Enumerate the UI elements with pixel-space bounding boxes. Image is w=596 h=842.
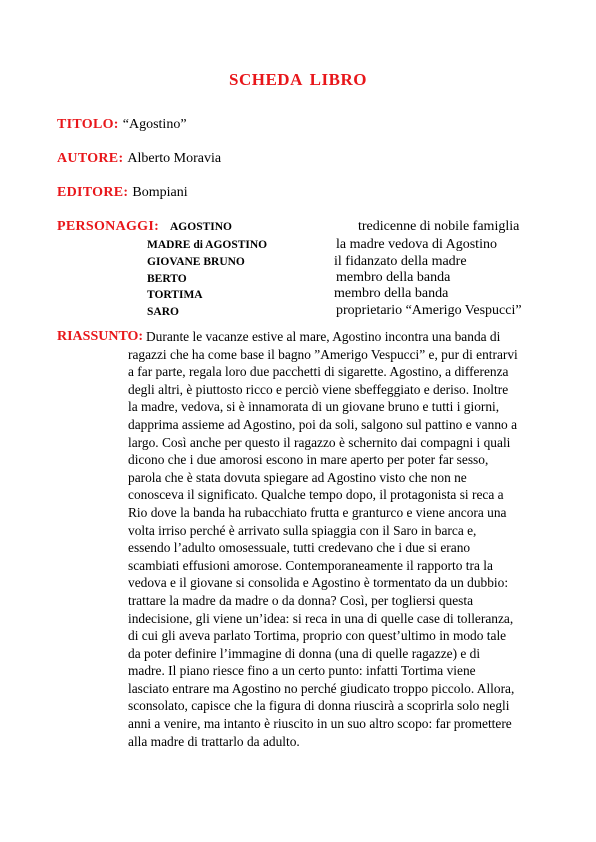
riassunto-label: RIASSUNTO:: [57, 329, 144, 344]
summary-line: Rio dove la banda ha rubacchiato frutta e granturco e viene ancora una: [128, 504, 507, 520]
summary-line: trattare la madre da madre o da donna? Così, per togliersi questa: [128, 592, 474, 608]
character-desc: tredicenne di nobile famiglia: [358, 219, 520, 234]
titolo-field: [57, 117, 187, 133]
editore-field: [57, 185, 188, 201]
summary-line: essendo l’adulto omosessuale, tutti credevano che i due si erano: [128, 540, 471, 556]
editore-value: Bompiani: [132, 185, 188, 200]
editore-label: EDITORE:: [57, 185, 129, 200]
summary-line: a far parte, regala loro due pacchetti di sigarette. Agostino, a differenza: [128, 364, 509, 380]
character-name: BERTO: [147, 273, 187, 285]
summary-line: anni a venire, ma intanto è riuscito in un suo altro scopo: far promettere: [128, 716, 512, 732]
summary-line: di cui gli aveva parlato Tortima, proprio con quest’ultimo in modo tale: [128, 628, 507, 644]
summary-line: ragazzi che ha come base il bagno ”Amerigo Vespucci” e, pur di entrarvi: [128, 346, 518, 362]
summary-line: madre. Il piano riesce fino a un certo punto: infatti Tortima viene: [128, 663, 476, 679]
character-desc: membro della banda: [334, 286, 449, 301]
autore-value: Alberto Moravia: [127, 151, 222, 166]
summary-line: scambiati effusioni amorose. Contemporaneamente il rapporto tra la: [128, 557, 493, 573]
character-desc: la madre vedova di Agostino: [336, 237, 497, 252]
personaggi-field: [57, 219, 159, 235]
titolo-value: “Agostino”: [122, 117, 187, 132]
summary-line: largo. Così anche per questo il ragazzo è schernito dai compagni i quali: [128, 434, 511, 450]
summary-line: sconsolato, capisce che la figura di donna riuscirà a scoprirla solo negli: [128, 698, 510, 714]
summary-line: volta irriso perché è arrivato sulla spiaggia con il Saro in barca e,: [128, 522, 477, 538]
character-desc: membro della banda: [336, 270, 451, 285]
character-name: TORTIMA: [147, 289, 203, 301]
summary-line: degli altri, è piuttosto ricco e perciò viene sbeffeggiato e deriso. Inoltre: [128, 381, 509, 397]
summary-line: da poter definire l’immagine di donna (una di quelle ragazze) e di: [128, 645, 481, 661]
summary-line: la madre, vedova, si è innamorata di un giovane bruno e tutti i giorni,: [128, 399, 500, 415]
summary-line: dicono che i due amorosi escono in mare aperto per poter far sesso,: [128, 452, 489, 468]
titolo-label: TITOLO:: [57, 117, 119, 132]
summary-line: lasciato entrare ma Agostino no perché giudicato troppo piccolo. Allora,: [128, 680, 515, 696]
riassunto-text: [128, 328, 548, 750]
personaggi-label: PERSONAGGI:: [57, 219, 160, 234]
summary-line: vedova e il giovane si consolida e Agostino è tormentato da un dubbio:: [128, 575, 509, 591]
autore-field: [57, 151, 221, 167]
summary-line: indecisione, gli viene un’idea: si reca in una di quelle case di tolleranza,: [128, 610, 514, 626]
page-title: SCHEDA LIBRO: [229, 70, 367, 89]
character-desc: il fidanzato della madre: [334, 254, 467, 269]
character-name: MADRE di AGOSTINO: [147, 239, 268, 251]
summary-line: alla madre di trattarlo da adulto.: [128, 733, 300, 749]
autore-label: AUTORE:: [57, 151, 124, 166]
summary-line: parola che è stata dovuta spiegare ad Agostino visto che non ne: [128, 469, 467, 485]
summary-line: dapprima assieme ad Agostino, poi da soli, salgono sul pattino e vanno a: [128, 416, 518, 432]
character-name: AGOSTINO: [170, 221, 232, 233]
character-name: SARO: [147, 306, 179, 318]
summary-line: Durante le vacanze estive al mare, Agostino incontra una banda di: [146, 329, 501, 344]
character-name: GIOVANE BRUNO: [147, 256, 245, 268]
character-desc: proprietario “Amerigo Vespucci”: [336, 303, 522, 318]
summary-line: conosceva il significato. Qualche tempo dopo, il protagonista si reca a: [128, 487, 504, 503]
